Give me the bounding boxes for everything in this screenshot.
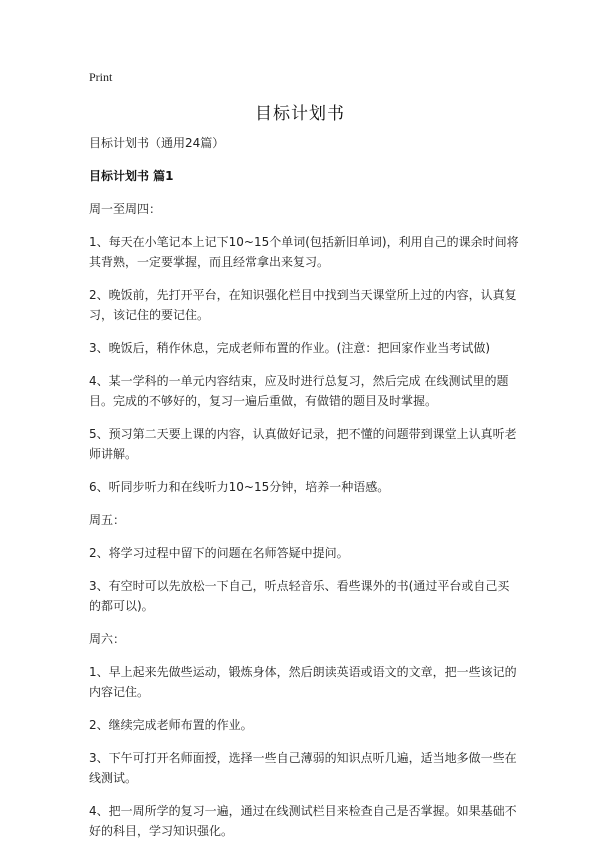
- paragraph: 2、继续完成老师布置的作业。: [89, 718, 253, 732]
- section-heading: 目标计划书 篇1: [89, 169, 174, 183]
- paragraph: 3、下午可打开名师面授，选择一些自己薄弱的知识点听几遍，适当地多做一些在线测试。: [89, 751, 517, 785]
- paragraph: 1、每天在小笔记本上记下10~15个单词(包括新旧单词)，利用自己的课余时间将其背熟，一定要掌握，而且经常拿出来复习。: [89, 235, 519, 269]
- document-subtitle: 目标计划书（通用24篇）: [89, 136, 225, 150]
- paragraph: 1、早上起来先做些运动，锻炼身体，然后朗读英语或语文的文章，把一些该记的内容记住。: [89, 665, 517, 699]
- paragraph: 周五：: [89, 513, 126, 527]
- paragraph: 2、晚饭前，先打开平台，在知识强化栏目中找到当天课堂所上过的内容，认真复习，该记住的要记住。: [89, 288, 517, 322]
- paragraph: 4、把一周所学的复习一遍，通过在线测试栏目来检查自己是否掌握。如果基础不好的科目，学习知识强化。: [89, 804, 517, 838]
- paragraph: 5、预习第二天要上课的内容，认真做好记录，把不懂的问题带到课堂上认真听老师讲解。: [89, 427, 517, 461]
- paragraph: 周六：: [89, 632, 126, 646]
- page-title: 目标计划书: [255, 104, 345, 124]
- print-label[interactable]: Print: [89, 70, 113, 84]
- paragraph: 6、听同步听力和在线听力10~15分钟，培养一种语感。: [89, 480, 390, 494]
- paragraph: 4、某一学科的一单元内容结束，应及时进行总复习，然后完成 在线测试里的题目。完成的不够好的，复习一遍后重做，有做错的题目及时掌握。: [89, 374, 509, 408]
- paragraph: 3、晚饭后，稍作休息，完成老师布置的作业。(注意：把回家作业当考试做): [89, 341, 491, 355]
- paragraph: 周一至周四：: [89, 202, 162, 216]
- paragraph: 3、有空时可以先放松一下自己，听点轻音乐、看些课外的书(通过平台或自己买的都可以)。: [89, 579, 510, 613]
- paragraph: 2、将学习过程中留下的问题在名师答疑中提问。: [89, 546, 349, 560]
- document-body: [89, 133, 519, 854]
